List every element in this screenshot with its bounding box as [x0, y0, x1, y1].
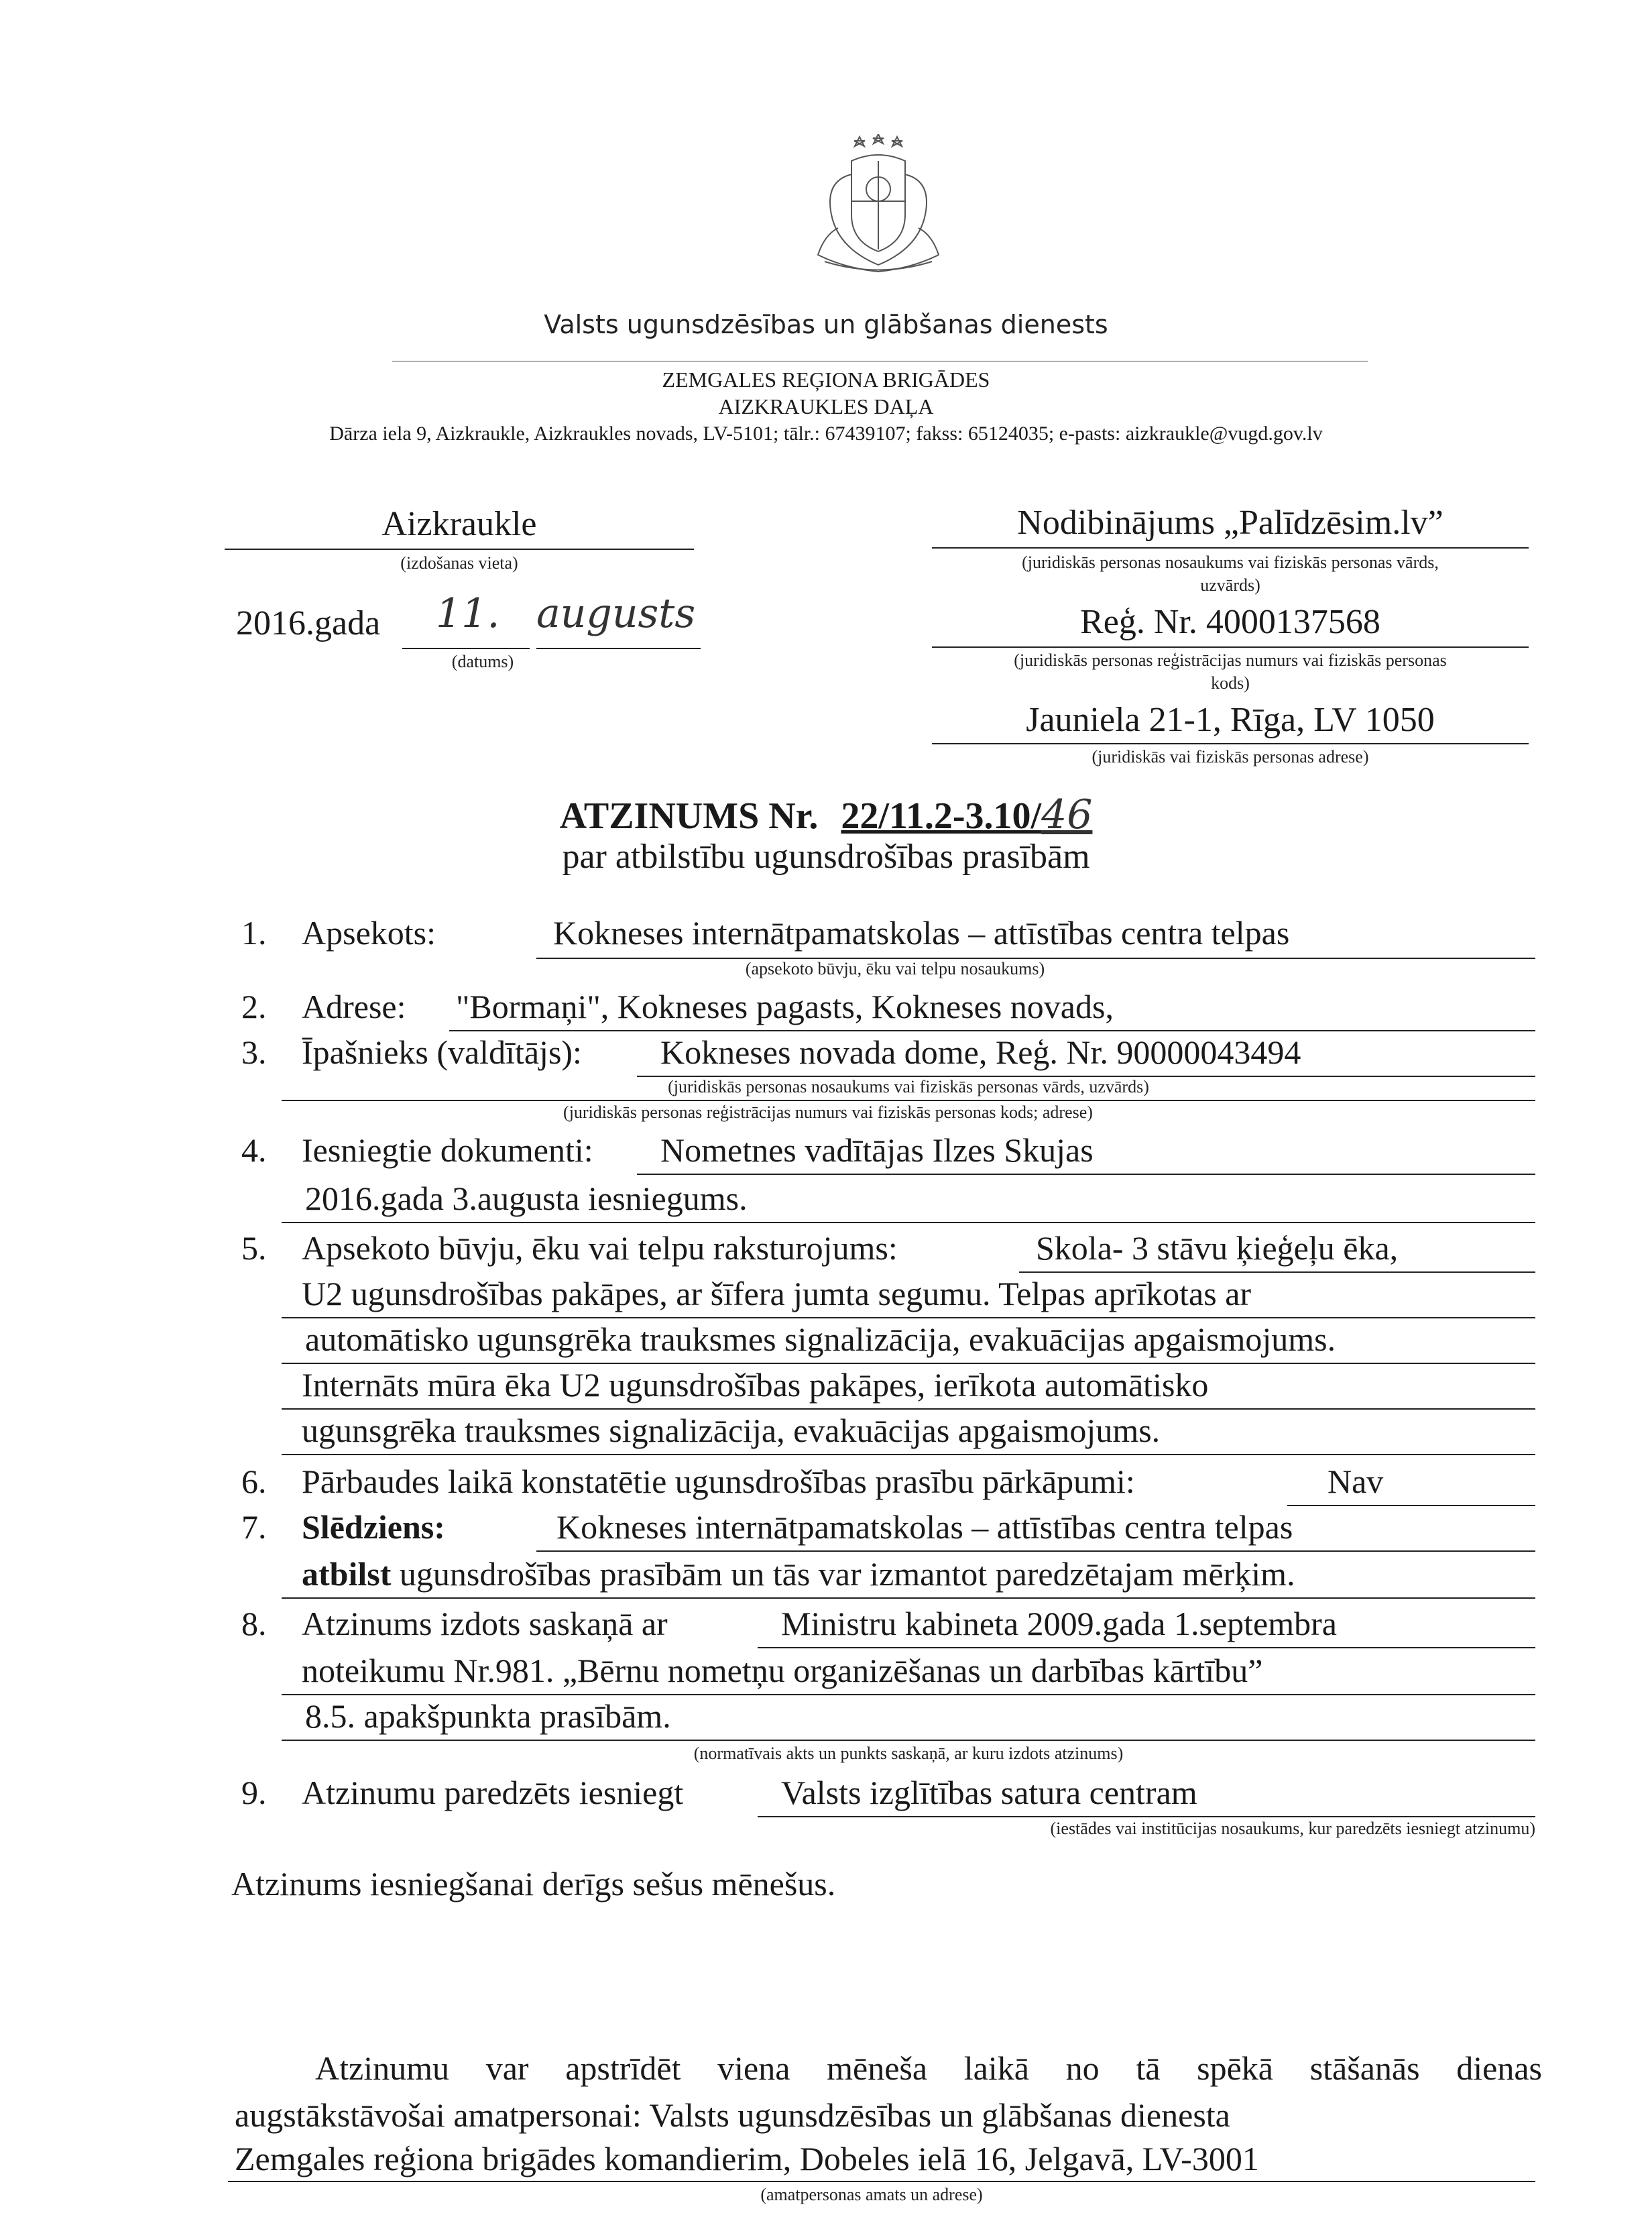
item-7-number: 7.	[241, 1508, 267, 1546]
appeal-underline	[228, 2181, 1535, 2182]
date-day-handwritten: 11.	[436, 590, 500, 637]
item-5-value-2: U2 ugunsdrošības pakāpes, ar šīfera jumta segumu. Telpas aprīkotas ar	[302, 1275, 1252, 1312]
item-7-underline-2	[282, 1597, 1535, 1599]
item-8-value-3: 8.5. apakšpunkta prasībām.	[305, 1697, 671, 1735]
appeal-line-1: Atzinumu var apstrīdēt viena mēneša laikā no tā spēkā stāšanās dienas	[315, 2049, 1542, 2087]
item-1-number: 1.	[241, 914, 267, 952]
item-5-underline-1	[1019, 1271, 1535, 1273]
item-2-underline	[449, 1030, 1535, 1031]
item-7-value-2	[302, 1554, 1295, 1593]
unit-name: AIZKRAUKLES DAĻA	[718, 394, 934, 418]
item-8-caption: (normatīvais akts un punkts saskaņā, ar kuru izdots atzinums)	[693, 1744, 1124, 1763]
item-6-underline	[1287, 1505, 1535, 1506]
recipient-name-underline	[932, 547, 1529, 549]
date-caption: (datums)	[451, 652, 514, 671]
item-5-value-4: Internāts mūra ēka U2 ugunsdrošības pakāpes, ierīkota automātisko	[302, 1366, 1209, 1404]
recipient-reg-caption-1: (juridiskās personas reģistrācijas numurs vai fiziskās personas	[1014, 650, 1447, 670]
item-5-value-5: ugunsgrēka trauksmes signalizācija, evakuācijas apgaismojums.	[302, 1412, 1161, 1449]
item-3-number: 3.	[241, 1033, 267, 1071]
brigade-name: ZEMGALES REĢIONA BRIGĀDES	[662, 367, 990, 392]
item-9-number: 9.	[241, 1774, 267, 1811]
item-7-underline-1	[536, 1550, 1535, 1552]
appeal-line-2: augstākstāvošai amatpersonai: Valsts ugunsdzēsības un glābšanas dienesta	[235, 2096, 1230, 2134]
service-name: Valsts ugunsdzēsības un glābšanas dienests	[544, 310, 1108, 339]
item-5-label: Apsekoto būvju, ēku vai telpu raksturojums:	[302, 1229, 898, 1267]
recipient-reg-underline	[932, 646, 1529, 648]
item-8-underline-1	[758, 1647, 1535, 1648]
item-4-label: Iesniegtie dokumenti:	[302, 1131, 593, 1169]
item-4-value-1: Nometnes vadītājas Ilzes Skujas	[660, 1131, 1094, 1169]
recipient-name-caption-1: (juridiskās personas nosaukums vai fiziskās personas vārds,	[1022, 553, 1439, 572]
item-7-verdict-text: ugunsdrošības prasībām un tās var izmantot paredzētajam mērķim.	[391, 1555, 1295, 1593]
validity-statement: Atzinums iesniegšanai derīgs sešus mēnešus.	[231, 1865, 836, 1903]
appeal-caption: (amatpersonas amats un adrese)	[760, 2185, 983, 2204]
item-9-underline	[758, 1816, 1535, 1817]
contact-details: Dārza iela 9, Aizkraukle, Aizkraukles novads, LV-5101; tālr.: 67439107; fakss: 65124035; e-pasts: aizkraukle@vugd.gov.lv	[329, 422, 1323, 445]
item-4-underline-2	[282, 1222, 1535, 1223]
item-9-label: Atzinumu paredzēts iesniegt	[302, 1774, 684, 1811]
item-8-value-1: Ministru kabineta 2009.gada 1.septembra	[781, 1605, 1337, 1642]
item-2-value: "Bormaņi", Kokneses pagasts, Kokneses novads,	[456, 988, 1114, 1025]
item-8-label: Atzinums izdots saskaņā ar	[302, 1605, 668, 1642]
title-handwritten-number: 46	[1041, 791, 1093, 838]
item-5-underline-4	[282, 1408, 1535, 1410]
item-6-label: Pārbaudes laikā konstatētie ugunsdrošības prasību pārkāpumi:	[302, 1463, 1135, 1500]
item-6-value: Nav	[1328, 1463, 1384, 1500]
date-underline-day	[402, 648, 530, 649]
issue-place-caption: (izdošanas vieta)	[400, 553, 518, 573]
item-3-label: Īpašnieks (valdītājs):	[302, 1033, 582, 1071]
recipient-name-caption-2: uzvārds)	[1200, 575, 1260, 595]
recipient-address-caption: (juridiskās vai fiziskās personas adrese)	[1092, 747, 1369, 767]
recipient-reg-caption-2: kods)	[1211, 673, 1250, 693]
item-1-label: Apsekots:	[302, 914, 436, 952]
item-8-value-2: noteikumu Nr.981. „Bērnu nometņu organizēšanas un darbības kārtību”	[302, 1652, 1263, 1689]
recipient-reg: Reģ. Nr. 4000137568	[1080, 603, 1380, 641]
item-5-underline-2	[282, 1317, 1535, 1318]
item-2-label: Adrese:	[302, 988, 406, 1025]
item-5-number: 5.	[241, 1229, 267, 1267]
item-3-caption-2: (juridiskās personas reģistrācijas numurs vai fiziskās personas kods; adrese)	[563, 1102, 1093, 1122]
issue-place: Aizkraukle	[381, 505, 537, 543]
item-8-underline-2	[282, 1694, 1535, 1695]
coat-of-arms-emblem	[784, 134, 972, 282]
item-1-value: Kokneses internātpamatskolas – attīstības centra telpas	[553, 914, 1290, 952]
document-title	[0, 791, 1652, 838]
item-3-value: Kokneses novada dome, Reģ. Nr. 90000043494	[660, 1033, 1301, 1071]
item-7-value-1: Kokneses internātpamatskolas – attīstības centra telpas	[556, 1508, 1293, 1546]
item-8-underline-3	[282, 1740, 1535, 1741]
date-year-prefix: 2016.gada	[236, 604, 381, 642]
document-subtitle: par atbilstību ugunsdrošības prasībām	[562, 838, 1090, 876]
recipient-address-underline	[932, 743, 1529, 744]
date-month-handwritten: augusts	[536, 590, 696, 637]
appeal-line-3: Zemgales reģiona brigādes komandierim, Dobeles ielā 16, Jelgavā, LV-3001	[235, 2140, 1259, 2177]
item-6-number: 6.	[241, 1463, 267, 1500]
item-5-underline-5	[282, 1454, 1535, 1455]
item-3-underline-2	[282, 1100, 1535, 1101]
item-4-underline-1	[637, 1174, 1535, 1175]
item-8-number: 8.	[241, 1605, 267, 1642]
item-4-number: 4.	[241, 1131, 267, 1169]
item-5-value-1: Skola- 3 stāvu ķieģeļu ēka,	[1036, 1229, 1399, 1267]
recipient-address: Jauniela 21-1, Rīga, LV 1050	[1026, 701, 1435, 739]
title-number: 22/11.2-3.10/	[841, 795, 1042, 837]
date-underline-month	[536, 648, 701, 649]
recipient-name: Nodibinājums „Palīdzēsim.lv”	[1017, 504, 1443, 542]
item-5-value-3: automātisko ugunsgrēka trauksmes signalizācija, evakuācijas apgaismojums.	[305, 1320, 1336, 1358]
item-2-number: 2.	[241, 988, 267, 1025]
item-9-value: Valsts izglītības satura centram	[781, 1774, 1197, 1811]
item-4-value-2: 2016.gada 3.augusta iesniegums.	[305, 1180, 748, 1217]
item-7-label: Slēdziens:	[302, 1508, 445, 1546]
item-3-caption-1: (juridiskās personas nosaukums vai fiziskās personas vārds, uzvārds)	[668, 1077, 1149, 1096]
issue-place-underline	[225, 549, 694, 550]
item-1-caption: (apsekoto būvju, ēku vai telpu nosaukums)	[745, 959, 1045, 978]
item-9-caption: (iestādes vai institūcijas nosaukums, kur paredzēts iesniegt atzinumu)	[1050, 1819, 1535, 1838]
title-label: ATZINUMS Nr.	[559, 795, 819, 837]
item-7-verdict: atbilst	[302, 1555, 392, 1593]
item-5-underline-3	[282, 1363, 1535, 1364]
